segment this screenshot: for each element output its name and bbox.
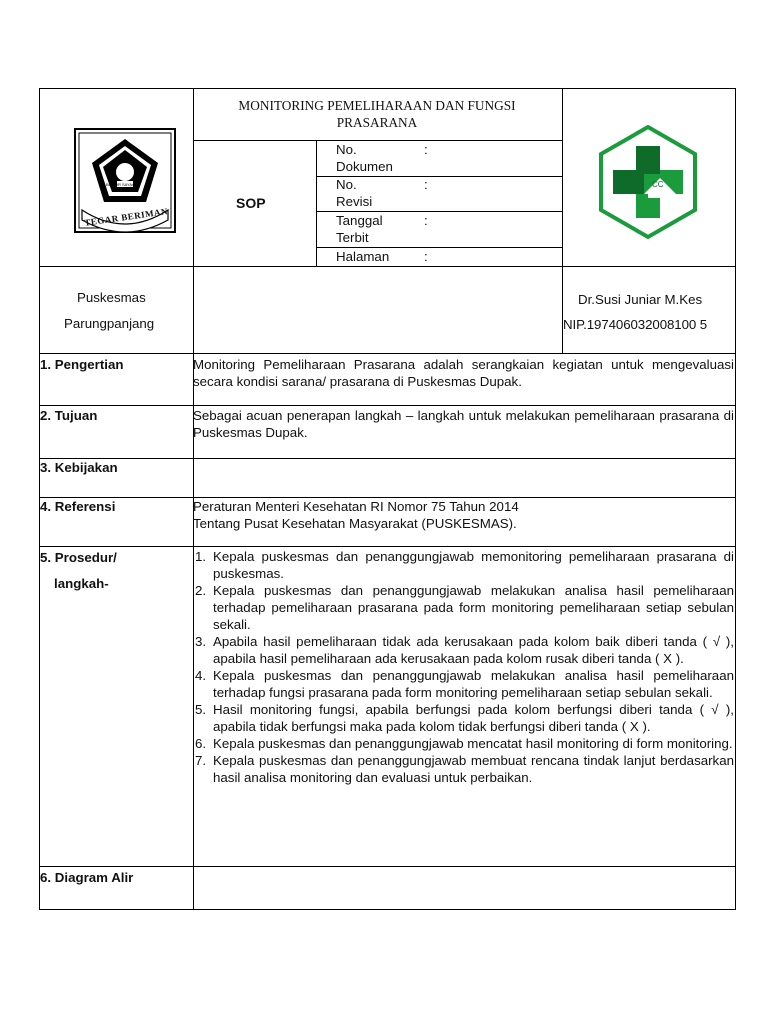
field-halaman-sep: : [424, 249, 428, 264]
step-number: 3. [195, 634, 207, 649]
field-no-revisi-label: No. Revisi [336, 177, 373, 209]
sign-divider-left [193, 266, 194, 354]
field-tanggal-terbit-label: Tanggal Terbit [336, 213, 383, 245]
section-label-kebijakan: 3. Kebijakan [40, 460, 118, 475]
official-name: Dr.Susi Juniar M.Kes [578, 292, 703, 307]
table-border-top [39, 88, 736, 89]
procedure-steps [193, 548, 734, 786]
field-no-revisi-sep: : [424, 177, 428, 192]
list-item [193, 633, 734, 667]
section-text-tujuan: Sebagai acuan penerapan langkah – langkah untuk melakukan pemeliharaan prasarana di Puskesmas Dupak. [193, 408, 734, 440]
step-number: 5. [195, 702, 207, 717]
table-border-bottom [39, 909, 736, 910]
step-text: Apabila hasil pemeliharaan tidak ada kerusakaan pada kolom baik diberi tanda ( √ ), apabila hasil pemeliharaan ada kerusakaan pada kolom rusak diberi tanda ( X ). [213, 634, 734, 666]
sign-divider-right [562, 266, 563, 354]
section-label-prosedur: 5. Prosedur/ [40, 550, 117, 565]
section-text-referensi-line2: Tentang Pusat Kesehatan Masyarakat (PUSKESMAS). [193, 516, 517, 531]
step-text: Kepala puskesmas dan penanggungjawab membuat rencana tindak lanjut berdasarkan hasil analisa monitoring dan evaluasi untuk perbaikan. [213, 753, 734, 785]
step-number: 2. [195, 583, 207, 598]
step-text: Kepala puskesmas dan penanggungjawab memonitoring pemeliharaan prasarana di puskesmas. [213, 549, 734, 581]
table-border-right [735, 88, 736, 910]
section-text-referensi-line1: Peraturan Menteri Kesehatan RI Nomor 75 Tahun 2014 [193, 499, 519, 514]
row-line-4 [39, 546, 736, 547]
header-bottom-line [39, 266, 736, 267]
emblem-inner-text: BOGOR SAYAGA [106, 182, 138, 187]
row-line-5 [39, 866, 736, 867]
header-divider-left [193, 88, 194, 267]
step-number: 7. [195, 753, 207, 768]
emblem-banner-text: TEGAR BERIMAN [83, 206, 169, 228]
step-text: Kepala puskesmas dan penanggungjawab melakukan analisa hasil pemeliharaan terhadap pemeliharaan prasarana pada form monitoring pemeliharaan setiap sebulan sekali. [213, 583, 734, 632]
field-no-dokumen-label: No. Dokumen [336, 142, 393, 174]
step-number: 1. [195, 549, 207, 564]
official-nip: NIP.197406032008100 5 [563, 317, 708, 332]
step-number: 6. [195, 736, 207, 751]
field-tanggal-terbit-sep: : [424, 213, 428, 228]
section-label-prosedur-line2: langkah- [54, 576, 109, 591]
list-item [193, 752, 734, 786]
section-text-pengertian: Monitoring Pemeliharaan Prasarana adalah serangkaian kegiatan untuk mengevaluasi secara kondisi sarana/ prasarana di Puskesmas Dupak. [193, 357, 734, 389]
regency-emblem-icon [70, 126, 180, 241]
field-no-dokumen-sep: : [424, 142, 428, 157]
field-halaman-label: Halaman [336, 249, 390, 264]
puskesmas-cross-logo-icon [596, 124, 700, 240]
org-name-line1: Puskesmas [77, 290, 146, 305]
section-label-tujuan: 2. Tujuan [40, 408, 98, 423]
list-item [193, 735, 734, 752]
section-label-pengertian: 1. Pengertian [40, 357, 124, 372]
row-line-2 [39, 458, 736, 459]
logo-letters: CC [652, 180, 664, 189]
sign-bottom-line [39, 353, 736, 354]
document-title: MONITORING PEMELIHARAAN DAN FUNGSI PRASARANA [238, 98, 516, 130]
header-divider-sop [316, 141, 317, 267]
row-line-1 [39, 405, 736, 406]
section-label-referensi: 4. Referensi [40, 499, 116, 514]
list-item [193, 667, 734, 701]
header-divider-right [562, 88, 563, 267]
sop-label: SOP [236, 195, 266, 211]
step-text: Kepala puskesmas dan penanggungjawab melakukan analisa hasil pemeliharaan terhadap fungsi prasarana pada form monitoring pemeliharaan setiap sebulan sekali. [213, 668, 734, 700]
step-text: Kepala puskesmas dan penanggungjawab mencatat hasil monitoring di form monitoring. [213, 736, 733, 751]
step-number: 4. [195, 668, 207, 683]
list-item [193, 582, 734, 633]
org-name-line2: Parungpanjang [64, 316, 155, 331]
list-item [193, 548, 734, 582]
section-label-diagram: 6. Diagram Alir [40, 870, 134, 885]
step-text: Hasil monitoring fungsi, apabila berfungsi pada kolom berfungsi diberi tanda ( √ ), apabila tidak berfungsi maka pada kolom tidak berfungsi diberi tanda ( X ). [213, 702, 734, 734]
list-item [193, 701, 734, 735]
